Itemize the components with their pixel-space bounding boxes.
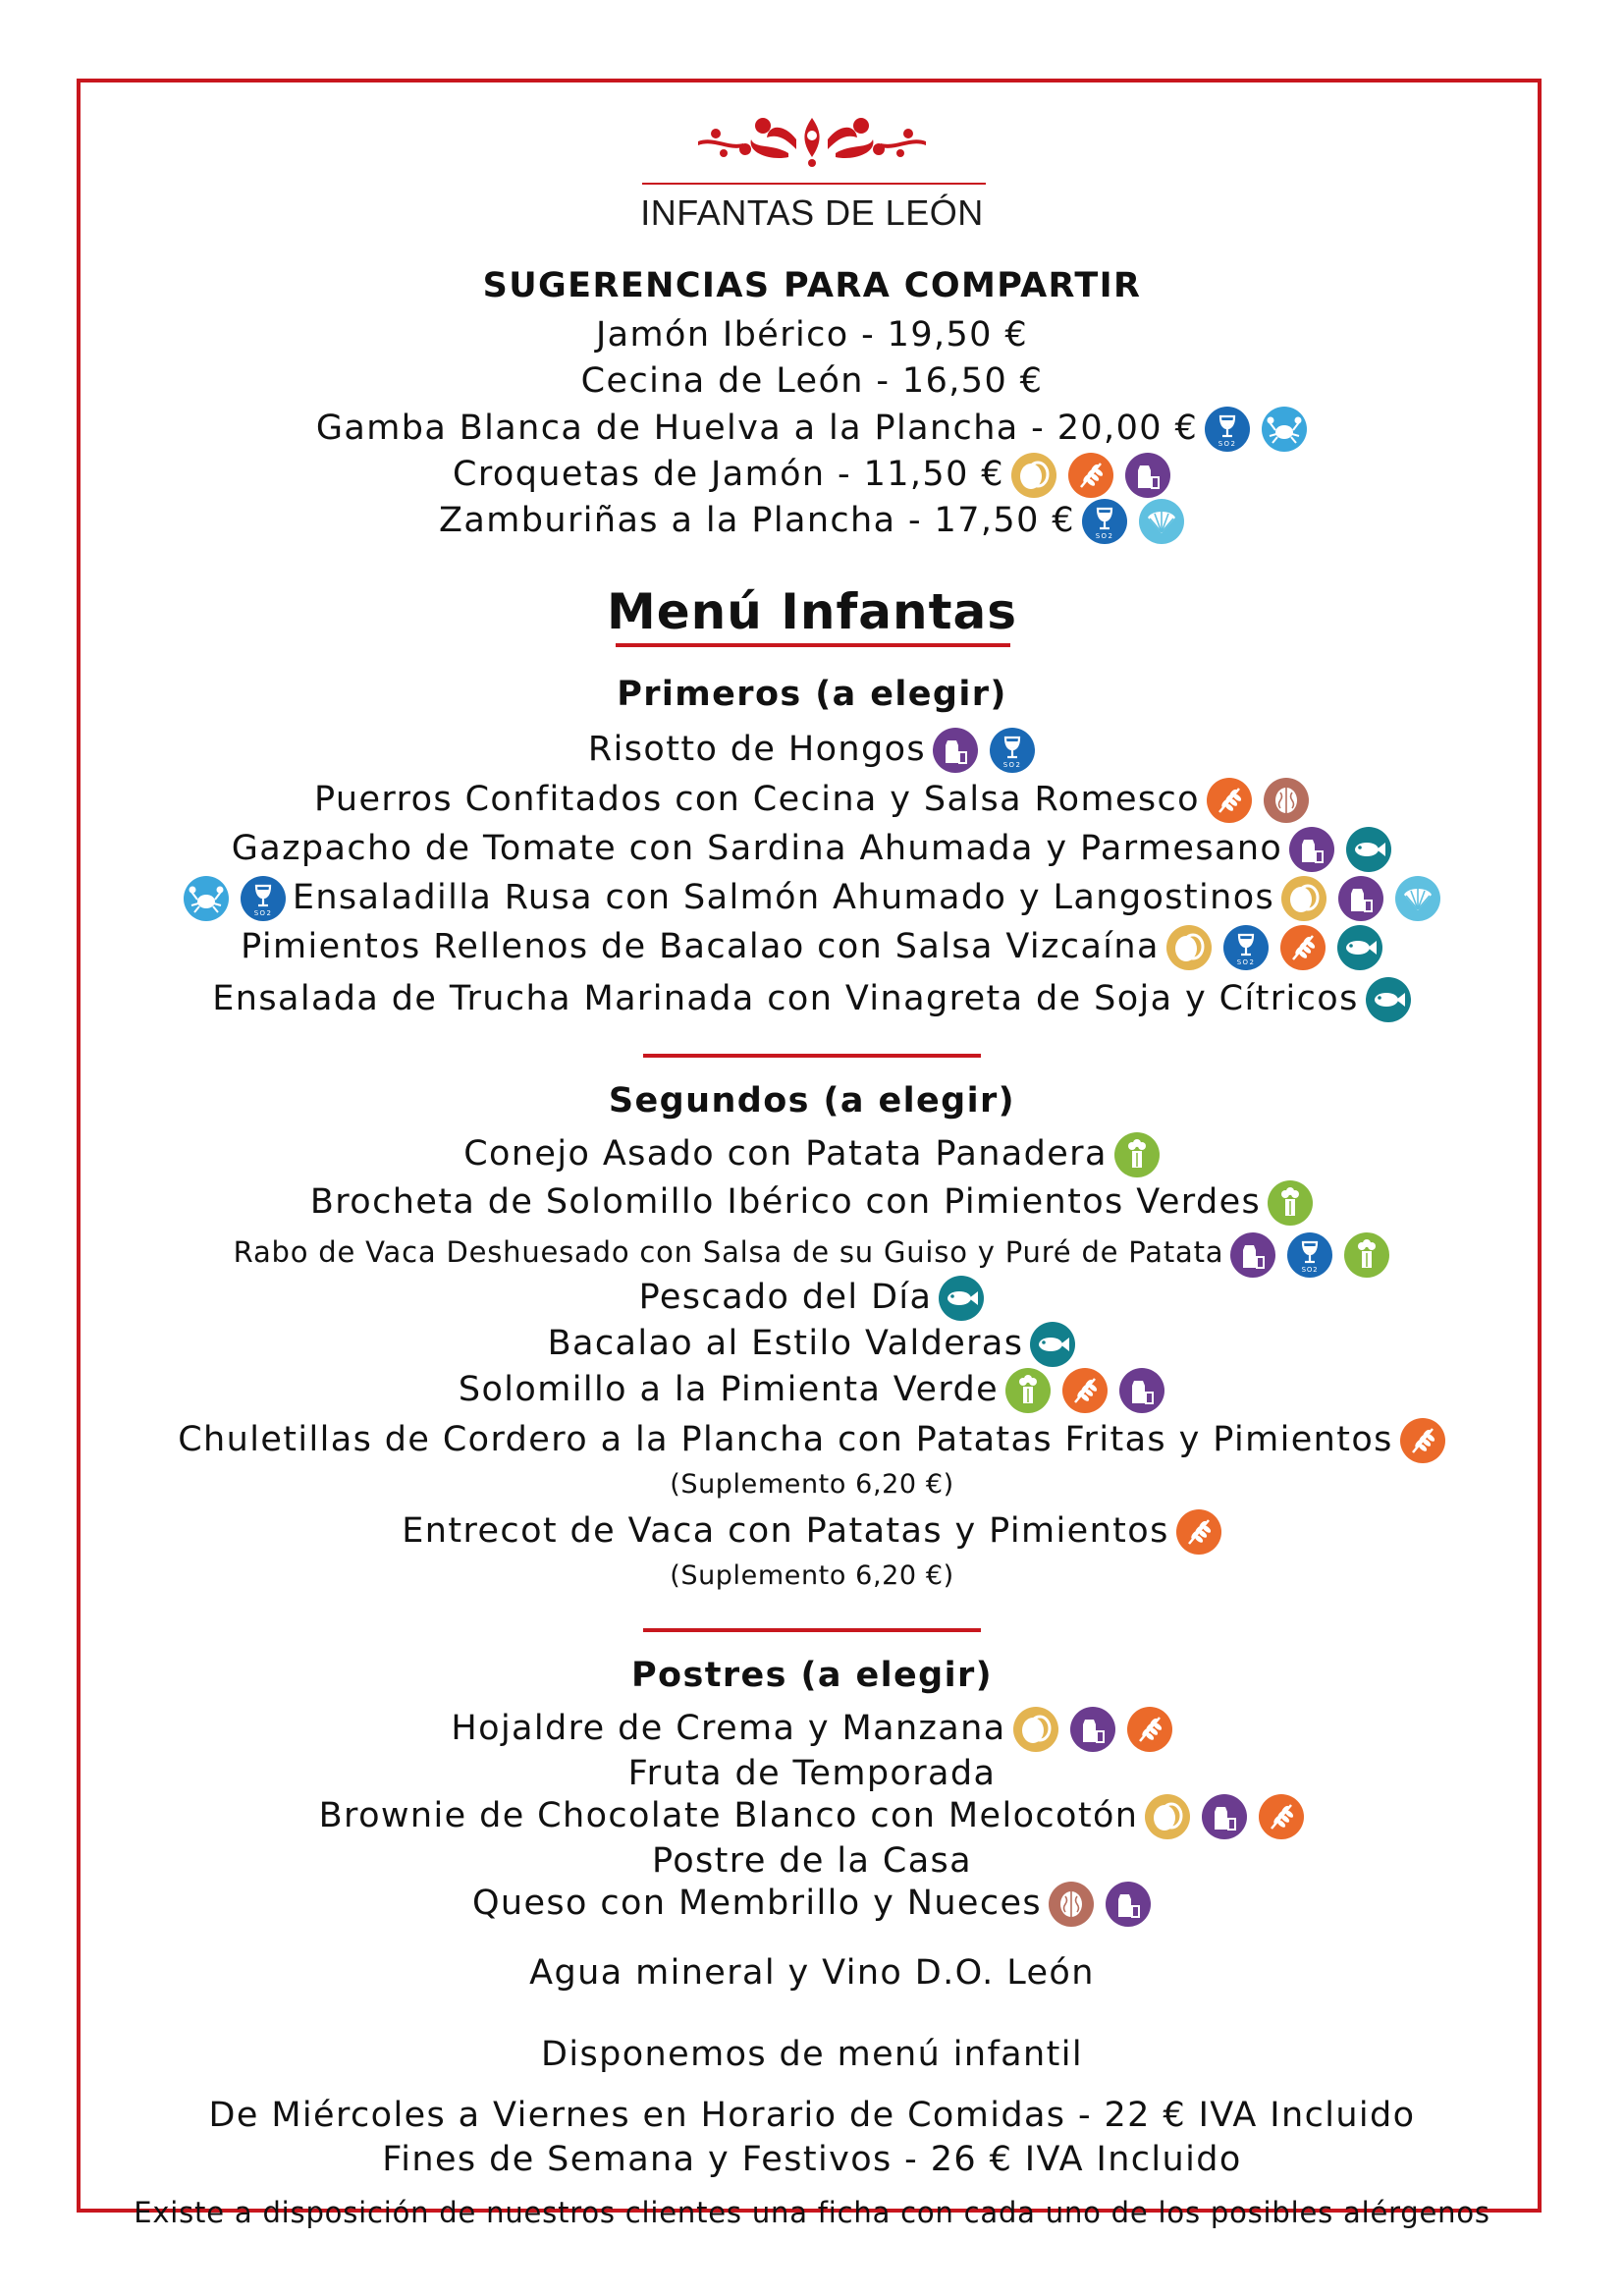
- allergen-icons: [1004, 1367, 1165, 1414]
- allergen-icons: [938, 1275, 985, 1322]
- segundos-item: [0, 1131, 1624, 1176]
- ornament-icon: [694, 110, 930, 169]
- weekday-price-text: De Miércoles a Viernes en Horario de Comidas - 22 € IVA Incluido: [208, 2096, 1416, 2135]
- segundos-heading: [0, 1078, 1624, 1123]
- svg-text:SO2: SO2: [253, 909, 273, 917]
- segundos-item-text: Pescado del Día: [638, 1278, 933, 1317]
- sulphites-wine-icon: [1204, 406, 1251, 453]
- fish-icon: [1345, 826, 1392, 873]
- egg-icon: [1010, 452, 1057, 499]
- weekend-price: [0, 2137, 1624, 2182]
- segundos-item: [0, 1321, 1624, 1366]
- allergen-icons: [1029, 1321, 1076, 1368]
- dairy-milk-icon: [1201, 1793, 1248, 1840]
- postres-heading-text: Postres (a elegir): [630, 1656, 994, 1695]
- postres-item-text: Fruta de Temporada: [627, 1754, 997, 1793]
- segundos-item: [0, 1417, 1624, 1462]
- sharing-item: [0, 406, 1624, 451]
- sharing-item: [0, 452, 1624, 497]
- weekend-price-text: Fines de Semana y Festivos - 26 € IVA Incluido: [382, 2140, 1242, 2179]
- postres-heading: [0, 1653, 1624, 1698]
- logo: [0, 110, 1624, 169]
- sharing-heading: [0, 263, 1624, 308]
- allergen-icons: [1113, 1131, 1161, 1178]
- postres-item: [0, 1706, 1624, 1751]
- primeros-heading: [0, 672, 1624, 717]
- gluten-wheat-icon: [1126, 1706, 1173, 1753]
- segundos-item-text: Rabo de Vaca Deshuesado con Salsa de su Guiso y Puré de Patata: [233, 1235, 1224, 1269]
- postres-item: [0, 1751, 1624, 1796]
- allergen-icons: [1399, 1417, 1446, 1464]
- segundos-item-text: Chuletillas de Cordero a la Plancha con Patatas Fritas y Pimientos: [178, 1420, 1393, 1459]
- primeros-item-text: Ensaladilla Rusa con Salmón Ahumado y Langostinos: [292, 878, 1275, 917]
- postres-item-text: Hojaldre de Crema y Manzana: [451, 1709, 1006, 1748]
- dairy-milk-icon: [1118, 1367, 1165, 1414]
- primeros-item-text: Gazpacho de Tomate con Sardina Ahumada y Parmesano: [231, 829, 1283, 868]
- postres-item-text: Postre de la Casa: [651, 1841, 973, 1881]
- menu-title-text: Menú Infantas: [607, 583, 1017, 640]
- gluten-wheat-icon: [1067, 452, 1114, 499]
- drinks-line-text: Agua mineral y Vino D.O. León: [529, 1953, 1095, 1993]
- sulphites-wine-icon: [240, 875, 287, 922]
- section-divider: [643, 1628, 981, 1632]
- sharing-heading-text: SUGERENCIAS PARA COMPARTIR: [482, 266, 1142, 305]
- egg-icon: [1165, 924, 1213, 971]
- dairy-milk-icon: [1069, 1706, 1116, 1753]
- segundos-item-text: Solomillo a la Pimienta Verde: [458, 1370, 1000, 1409]
- menu-title: [0, 581, 1624, 642]
- sulphites-wine-icon: [1286, 1231, 1333, 1279]
- egg-icon: [1280, 875, 1327, 922]
- allergen-icons: [1048, 1881, 1152, 1928]
- allergen-icons: [1165, 924, 1383, 971]
- nuts-icon: [1048, 1881, 1095, 1928]
- supplement-note: [0, 1462, 1624, 1507]
- fish-icon: [1029, 1321, 1076, 1368]
- fish-icon: [1336, 924, 1383, 971]
- allergen-icons: [1012, 1706, 1173, 1753]
- segundos-item-text: Brocheta de Solomillo Ibérico con Pimientos Verdes: [309, 1182, 1262, 1222]
- allergen-notice: [0, 2190, 1624, 2235]
- allergen-icons: [1206, 777, 1310, 824]
- dairy-milk-icon: [1124, 452, 1171, 499]
- celery-icon: [1004, 1367, 1052, 1414]
- logo-divider: [642, 183, 986, 185]
- crustaceans-crab-icon: [1261, 406, 1308, 453]
- kids-menu-line-text: Disponemos de menú infantil: [541, 2035, 1083, 2074]
- sharing-item-text: Croquetas de Jamón - 11,50 €: [453, 455, 1004, 494]
- egg-icon: [1144, 1793, 1191, 1840]
- supplement-note: [0, 1554, 1624, 1599]
- gluten-wheat-icon: [1061, 1367, 1109, 1414]
- sharing-item: [0, 498, 1624, 543]
- segundos-item-text: Entrecot de Vaca con Patatas y Pimientos: [402, 1511, 1169, 1551]
- segundos-item: [0, 1367, 1624, 1412]
- dairy-milk-icon: [1229, 1231, 1276, 1279]
- brand-name: INFANTAS DE LEÓN: [640, 192, 984, 233]
- segundos-item: [0, 1508, 1624, 1554]
- supplement-note-text: (Suplemento 6,20 €): [670, 1560, 954, 1591]
- celery-icon: [1113, 1131, 1161, 1178]
- svg-text:SO2: SO2: [1095, 532, 1114, 540]
- nuts-icon: [1263, 777, 1310, 824]
- svg-text:SO2: SO2: [1301, 1265, 1319, 1274]
- primeros-item: [0, 924, 1624, 969]
- postres-item-text: Queso con Membrillo y Nueces: [471, 1884, 1043, 1923]
- postres-item-text: Brownie de Chocolate Blanco con Melocotón: [318, 1796, 1139, 1835]
- sharing-item-text: Zamburiñas a la Plancha - 17,50 €: [439, 501, 1075, 540]
- allergen-icons-leading: [183, 875, 287, 922]
- primeros-item-text: Ensalada de Trucha Marinada con Vinagreta de Soja y Cítricos: [212, 979, 1359, 1018]
- gluten-wheat-icon: [1399, 1417, 1446, 1464]
- dairy-milk-icon: [1288, 826, 1335, 873]
- sulphites-wine-icon: [1222, 924, 1270, 971]
- allergen-icons: [1175, 1508, 1222, 1556]
- allergen-notice-text: Existe a disposición de nuestros clientes una ficha con cada uno de los posibles alérgenos: [134, 2196, 1490, 2229]
- drinks-line: [0, 1950, 1624, 1995]
- allergen-icons: [932, 727, 1036, 774]
- fish-icon: [938, 1275, 985, 1322]
- segundos-item-text: Bacalao al Estilo Valderas: [547, 1324, 1024, 1363]
- postres-item: [0, 1793, 1624, 1838]
- segundos-item: [0, 1230, 1624, 1275]
- section-divider: [643, 1054, 981, 1058]
- sharing-item-text: Jamón Ibérico - 19,50 €: [595, 315, 1029, 355]
- primeros-heading-text: Primeros (a elegir): [617, 675, 1007, 714]
- sulphites-wine-icon: [989, 727, 1036, 774]
- primeros-item-text: Puerros Confitados con Cecina y Salsa Romesco: [314, 780, 1200, 819]
- dairy-milk-icon: [1337, 875, 1384, 922]
- gluten-wheat-icon: [1206, 777, 1253, 824]
- segundos-item: [0, 1275, 1624, 1320]
- fish-icon: [1365, 976, 1412, 1023]
- svg-text:SO2: SO2: [1002, 761, 1022, 769]
- crustaceans-crab-icon: [183, 875, 230, 922]
- segundos-item: [0, 1179, 1624, 1225]
- dairy-milk-icon: [1105, 1881, 1152, 1928]
- gluten-wheat-icon: [1258, 1793, 1305, 1840]
- primeros-item: [0, 777, 1624, 822]
- title-underline: [616, 643, 1010, 647]
- segundos-heading-text: Segundos (a elegir): [608, 1081, 1016, 1121]
- kids-menu-line: [0, 2032, 1624, 2077]
- svg-text:SO2: SO2: [1218, 440, 1237, 448]
- segundos-item-text: Conejo Asado con Patata Panadera: [463, 1134, 1108, 1174]
- svg-text:SO2: SO2: [1236, 958, 1256, 966]
- sharing-item: [0, 312, 1624, 357]
- allergen-icons: [1204, 406, 1308, 453]
- sharing-item-text: Cecina de León - 16,50 €: [580, 361, 1044, 401]
- allergen-icons: [1010, 452, 1171, 499]
- gluten-wheat-icon: [1279, 924, 1326, 971]
- weekday-price: [0, 2093, 1624, 2138]
- primeros-item-text: Risotto de Hongos: [587, 730, 927, 769]
- primeros-item: [0, 875, 1624, 920]
- primeros-item-text: Pimientos Rellenos de Bacalao con Salsa Vizcaína: [241, 927, 1160, 966]
- celery-icon: [1267, 1179, 1314, 1227]
- primeros-item: [0, 727, 1624, 772]
- postres-item: [0, 1838, 1624, 1884]
- molluscs-shell-icon: [1394, 875, 1441, 922]
- allergen-icons: [1365, 976, 1412, 1023]
- allergen-icons: [1267, 1179, 1314, 1227]
- celery-icon: [1343, 1231, 1390, 1279]
- dairy-milk-icon: [932, 727, 979, 774]
- allergen-icons: [1081, 498, 1185, 545]
- sharing-item-text: Gamba Blanca de Huelva a la Plancha - 20,00 €: [315, 409, 1199, 448]
- sharing-item: [0, 358, 1624, 404]
- allergen-icons: [1229, 1230, 1390, 1279]
- allergen-icons: [1144, 1793, 1305, 1840]
- postres-item: [0, 1881, 1624, 1926]
- egg-icon: [1012, 1706, 1059, 1753]
- primeros-item: [0, 976, 1624, 1021]
- gluten-wheat-icon: [1175, 1508, 1222, 1556]
- allergen-icons: [1280, 875, 1441, 922]
- primeros-item: [0, 826, 1624, 871]
- allergen-icons: [1288, 826, 1392, 873]
- supplement-note-text: (Suplemento 6,20 €): [670, 1469, 954, 1500]
- molluscs-shell-icon: [1138, 498, 1185, 545]
- sulphites-wine-icon: [1081, 498, 1128, 545]
